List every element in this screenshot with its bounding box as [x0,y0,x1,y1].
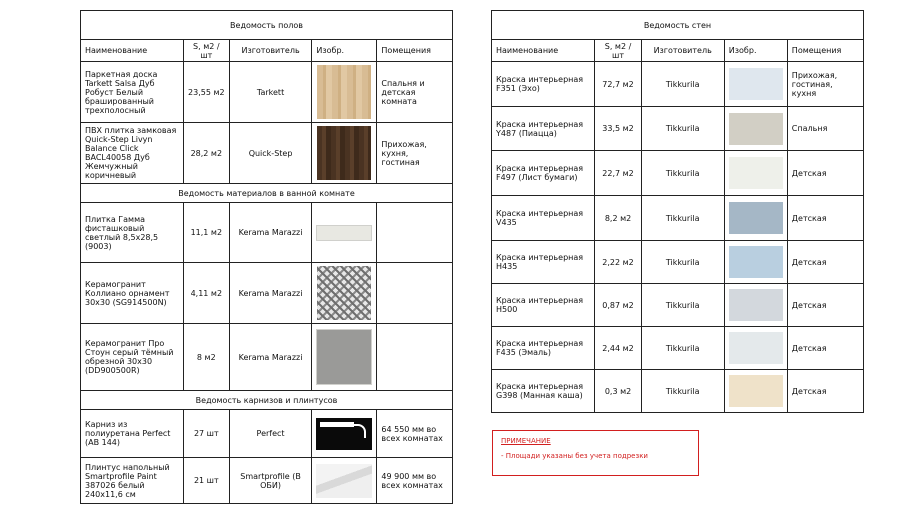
item-rooms: Спальня [787,107,863,151]
item-area: 33,5 м2 [595,107,641,151]
table-row [81,62,453,123]
item-name: Керамогранит Про Стоун серый тёмный обрезной 30х30 (DD900500R) [81,324,184,391]
paint-color-swatch [729,289,783,321]
item-maker: Tikkurila [641,327,724,370]
floors-schedule-table [80,10,453,504]
item-rooms [377,324,453,391]
item-name: Краска интерьерная Y487 (Пиацца) [492,107,595,151]
table-row [492,62,864,107]
item-maker: Tikkurila [641,241,724,284]
col-rooms: Помещения [377,40,453,62]
table-row [81,324,453,391]
bath-title: Ведомость материалов в ванной комнате [81,184,453,203]
item-area: 21 шт [183,458,229,504]
item-area: 8 м2 [183,324,229,391]
col-name: Наименование [492,40,595,62]
paint-color-swatch [729,375,783,407]
note-box [492,430,699,476]
item-maker: Tikkurila [641,370,724,413]
item-rooms: Спальня и детская комната [377,62,453,123]
plinth-profile-image [316,464,372,498]
item-rooms: Детская [787,151,863,196]
item-name: Карниз из полиуретана Perfect (AB 144) [81,410,184,458]
item-rooms: Детская [787,327,863,370]
item-area: 28,2 м2 [183,123,229,184]
walls-schedule-table [491,10,864,413]
col-area: S, м2 /шт [595,40,641,62]
item-area: 0,3 м2 [595,370,641,413]
cornice-profile-image [316,418,372,450]
col-rooms: Помещения [787,40,863,62]
item-maker: Tikkurila [641,151,724,196]
table-row [492,151,864,196]
item-area: 72,7 м2 [595,62,641,107]
item-rooms [377,203,453,263]
col-maker: Изготовитель [641,40,724,62]
item-maker: Perfect [229,410,312,458]
item-maker: Smartprofile (В ОБИ) [229,458,312,504]
item-area: 4,11 м2 [183,263,229,324]
paint-color-swatch [729,68,783,100]
paint-color-swatch [729,157,783,189]
table-row [81,203,453,263]
walls-title: Ведомость стен [492,11,864,40]
cornices-title: Ведомость карнизов и плинтусов [81,391,453,410]
item-area: 27 шт [183,410,229,458]
item-area: 22,7 м2 [595,151,641,196]
item-maker: Tikkurila [641,196,724,241]
item-area: 2,22 м2 [595,241,641,284]
item-rooms: Детская [787,241,863,284]
table-row [492,196,864,241]
item-name: Плитка Гамма фисташковый светлый 8,5х28,5 (9003) [81,203,184,263]
floors-title: Ведомость полов [81,11,453,40]
col-image: Изобр. [312,40,377,62]
table-row [492,241,864,284]
item-area: 23,55 м2 [183,62,229,123]
item-name: Краска интерьерная H435 [492,241,595,284]
table-row [81,410,453,458]
item-name: Краска интерьерная F435 (Эмаль) [492,327,595,370]
item-area: 8,2 м2 [595,196,641,241]
tile-swatch [316,225,372,241]
item-name: ПВХ плитка замковая Quick-Step Livyn Balance Click BACL40058 Дуб Жемчужный коричневый [81,123,184,184]
note-title: ПРИМЕЧАНИЕ [501,437,551,445]
col-image: Изобр. [724,40,787,62]
item-area: 2,44 м2 [595,327,641,370]
item-maker: Tarkett [229,62,312,123]
paint-color-swatch [729,202,783,234]
item-rooms: Прихожая, кухня, гостиная [377,123,453,184]
col-area: S, м2 /шт [183,40,229,62]
table-row [492,284,864,327]
col-name: Наименование [81,40,184,62]
col-maker: Изготовитель [229,40,312,62]
item-rooms: Детская [787,196,863,241]
item-maker: Kerama Marazzi [229,263,312,324]
table-row [492,327,864,370]
item-name: Керамогранит Коллиано орнамент 30х30 (SG914500N) [81,263,184,324]
wood-light-swatch [317,65,371,119]
item-rooms: Прихожая, гостиная, кухня [787,62,863,107]
ornament-tile-swatch [317,266,371,320]
item-area: 11,1 м2 [183,203,229,263]
paint-color-swatch [729,113,783,145]
wood-dark-swatch [317,126,371,180]
item-name: Краска интерьерная H500 [492,284,595,327]
item-name: Краска интерьерная F351 (Эхо) [492,62,595,107]
table-row [81,458,453,504]
item-maker: Tikkurila [641,62,724,107]
item-rooms: Детская [787,370,863,413]
item-maker: Kerama Marazzi [229,203,312,263]
item-rooms: 64 550 мм во всех комнатах [377,410,453,458]
item-rooms [377,263,453,324]
item-name: Краска интерьерная F497 (Лист бумаги) [492,151,595,196]
item-maker: Tikkurila [641,284,724,327]
item-rooms: 49 900 мм во всех комнатах [377,458,453,504]
table-row [81,263,453,324]
paint-color-swatch [729,246,783,278]
item-name: Краска интерьерная V435 [492,196,595,241]
item-name: Плинтус напольный Smartprofile Paint 387026 белый 240х11,6 см [81,458,184,504]
item-rooms: Детская [787,284,863,327]
note-text: - Площади указаны без учета подрезки [501,452,648,460]
paint-color-swatch [729,332,783,364]
stone-tile-swatch [316,329,372,385]
table-row [492,107,864,151]
item-name: Паркетная доска Tarkett Salsa Дуб Робуст Белый брашированный трехполосный [81,62,184,123]
table-row [81,123,453,184]
item-name: Краска интерьерная G398 (Манная каша) [492,370,595,413]
item-maker: Kerama Marazzi [229,324,312,391]
table-row [492,370,864,413]
item-maker: Quick-Step [229,123,312,184]
item-area: 0,87 м2 [595,284,641,327]
item-maker: Tikkurila [641,107,724,151]
